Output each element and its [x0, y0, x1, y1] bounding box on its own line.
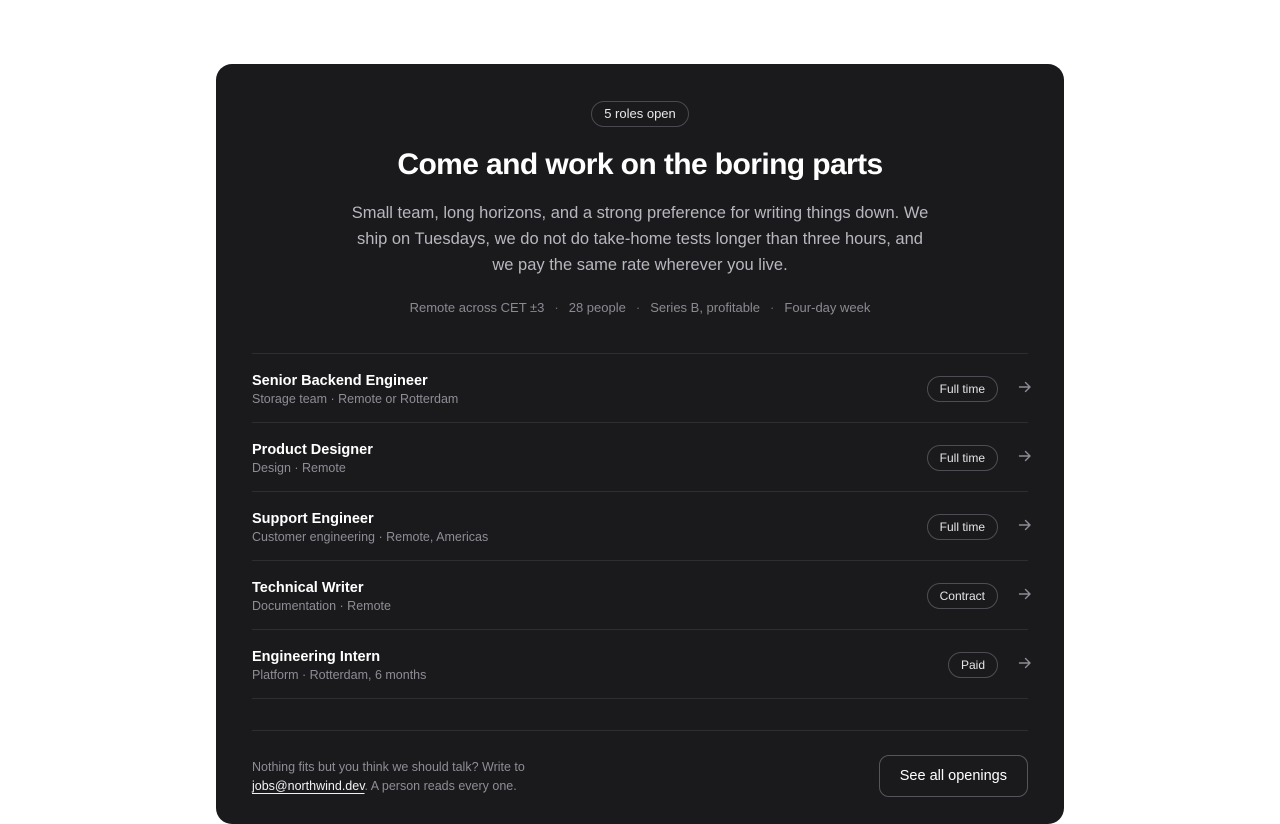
- roles-open-badge: 5 roles open: [591, 101, 689, 127]
- page-title: Come and work on the boring parts: [397, 148, 883, 181]
- fact-separator: ·: [635, 300, 641, 315]
- job-title: Engineering Intern: [252, 649, 381, 665]
- badge-wrap: [216, 101, 1064, 127]
- email-link[interactable]: jobs@northwind.dev: [252, 779, 365, 793]
- job-title: Senior Backend Engineer: [252, 373, 428, 389]
- fact-location: Remote across CET ±3: [409, 300, 545, 315]
- job-meta: Design · Remote: [252, 461, 346, 475]
- job-meta: Platform · Rotterdam, 6 months: [252, 668, 427, 682]
- arrow-right-icon[interactable]: [1018, 656, 1032, 670]
- footer-divider: [252, 730, 1028, 731]
- footer-note: [252, 758, 582, 796]
- job-type-badge: Full time: [927, 376, 998, 402]
- job-type-badge: Full time: [927, 445, 998, 471]
- careers-card: [216, 64, 1064, 824]
- job-row-senior-backend-engineer[interactable]: [252, 354, 1028, 423]
- arrow-right-icon[interactable]: [1018, 587, 1032, 601]
- job-meta: Documentation · Remote: [252, 599, 391, 613]
- fact-schedule: Four-day week: [784, 300, 871, 315]
- see-all-openings-button[interactable]: See all openings: [879, 755, 1028, 797]
- job-title: Technical Writer: [252, 580, 364, 596]
- footer-note-lead: Nothing fits but you think we should talk? Write to: [252, 760, 525, 774]
- job-type-badge: Full time: [927, 514, 998, 540]
- job-row-technical-writer[interactable]: [252, 561, 1028, 630]
- job-type-badge: Contract: [927, 583, 998, 609]
- job-row-product-designer[interactable]: [252, 423, 1028, 492]
- job-meta: Storage team · Remote or Rotterdam: [252, 392, 459, 406]
- arrow-right-icon[interactable]: [1018, 518, 1032, 532]
- job-type-badge: Paid: [948, 652, 998, 678]
- job-meta: Customer engineering · Remote, Americas: [252, 530, 489, 544]
- arrow-right-icon[interactable]: [1018, 380, 1032, 394]
- job-row-support-engineer[interactable]: [252, 492, 1028, 561]
- fact-funding: Series B, profitable: [650, 300, 761, 315]
- fact-team-size: 28 people: [568, 300, 626, 315]
- job-title: Support Engineer: [252, 511, 374, 527]
- footer-note-tail: . A person reads every one.: [364, 779, 517, 793]
- job-list: [252, 353, 1028, 699]
- job-title: Product Designer: [252, 442, 373, 458]
- company-facts: [216, 300, 1064, 315]
- arrow-right-icon[interactable]: [1018, 449, 1032, 463]
- intro-text: Small team, long horizons, and a strong preference for writing things down. We ship on Tuesdays, we do not do take-home tests longer than three hours, and we pay the same rate wherever you live.: [351, 204, 929, 274]
- fact-separator: ·: [554, 300, 559, 315]
- fact-separator: ·: [770, 300, 775, 315]
- job-row-engineering-intern[interactable]: [252, 630, 1028, 699]
